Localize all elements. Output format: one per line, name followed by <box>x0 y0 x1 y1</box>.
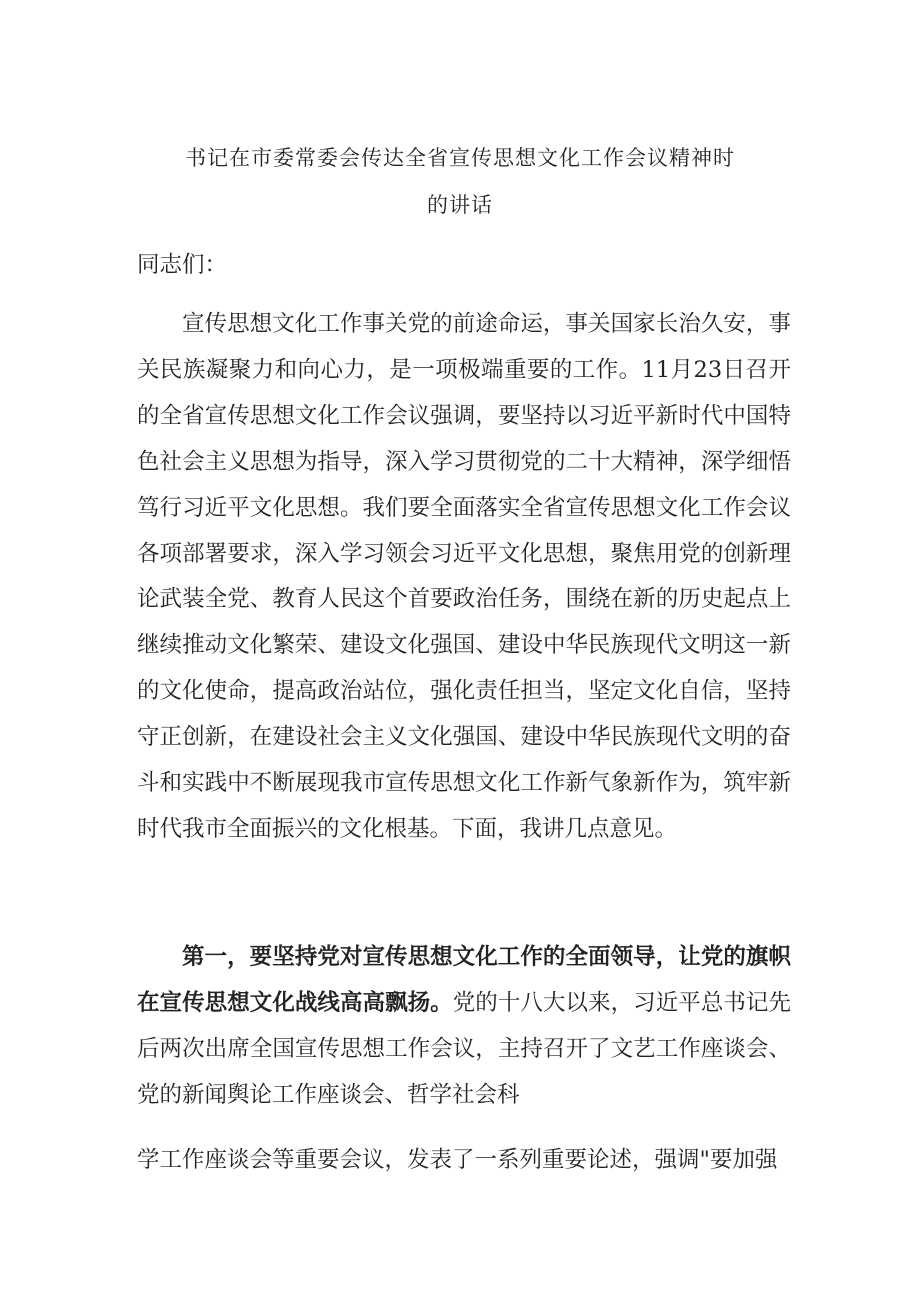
document-title-line-1: 书记在市委常委会传达全省宣传思想文化工作会议精神时 <box>185 146 735 170</box>
paragraph-2-lead: 第一，要坚持党对宣传思想文化工作的全面领导，让党的旗帜在宣传思想文化战线高高飘扬。 <box>137 944 791 1016</box>
paragraph-2-rest: 党的十八大以来，习近平总书记先后两次出席全国宣传思想工作会议，主持召开了文艺工作座谈会、党的新闻舆论工作座谈会、哲学社会科 <box>137 989 791 1108</box>
paragraph-3-continuation: 学工作座谈会等重要会议，发表了一系列重要论述，强调"要加强 <box>137 1147 778 1173</box>
document-title-line-2: 的讲话 <box>427 193 493 217</box>
paragraph-2 <box>137 935 791 1119</box>
salutation: 同志们： <box>137 252 228 278</box>
paragraph-1: 宣传思想文化工作事关党的前途命运，事关国家长治久安，事关民族凝聚力和向心力，是一项极端重要的工作。11月23日召开的全省宣传思想文化工作会议强调，要坚持以习近平新时代中国特色社会主义思想为指导，深入学习贯彻党的二十大精神，深学细悟笃行习近平文化思想。我们要全面落实全省宣传思想文化工作会议各项部署要求，深入学习领会习近平文化思想，聚焦用党的创新理论武装全党、教育人民这个首要政治任务，围绕在新的历史起点上继续推动文化繁荣、建设文化强国、建设中华民族现代文明这一新的文化使命，提高政治站位，强化责任担当，坚定文化自信，坚持守正创新，在建设社会主义文化强国、建设中华民族现代文明的奋斗和实践中不断展现我市宣传思想文化工作新气象新作为，筑牢新时代我市全面振兴的文化根基。下面，我讲几点意见。 <box>137 311 791 842</box>
